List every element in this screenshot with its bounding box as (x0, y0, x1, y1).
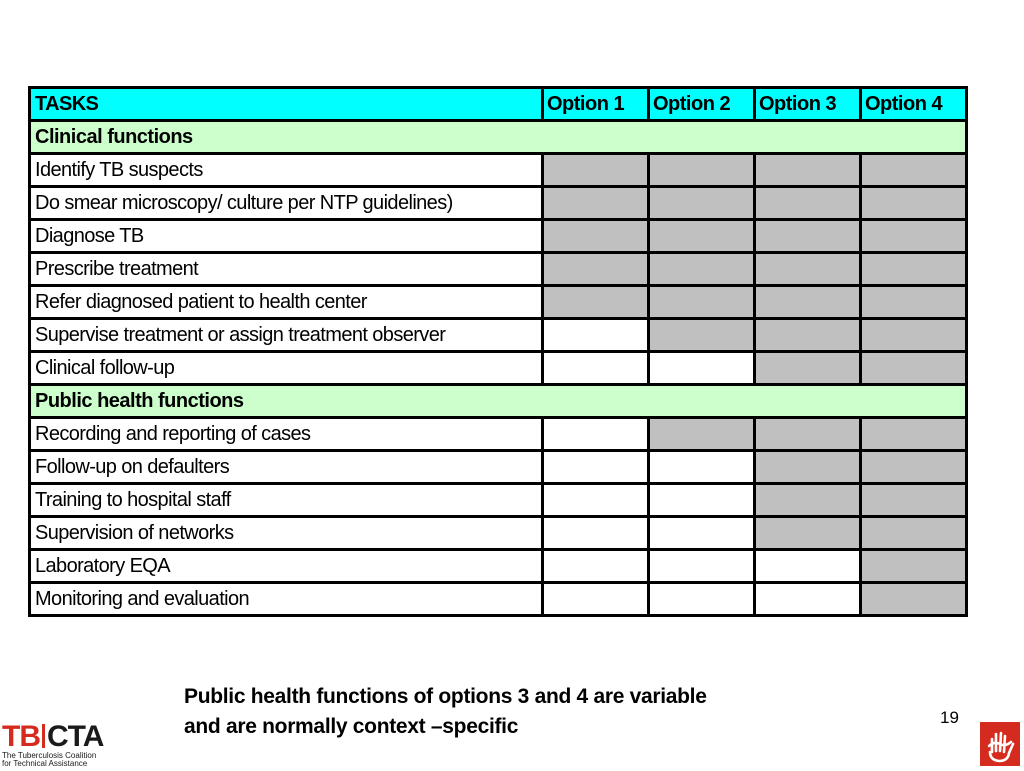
option-4-cell (861, 517, 967, 550)
option-4-cell (861, 187, 967, 220)
option-3-cell (755, 583, 861, 616)
header-option-4: Option 4 (861, 88, 967, 121)
table-row (30, 517, 967, 550)
task-label: Identify TB suspects (30, 154, 543, 187)
option-1-cell (543, 583, 649, 616)
task-label: Laboratory EQA (30, 550, 543, 583)
task-label: Supervision of networks (30, 517, 543, 550)
option-2-cell (649, 220, 755, 253)
task-label: Recording and reporting of cases (30, 418, 543, 451)
option-1-cell (543, 418, 649, 451)
header-option-1: Option 1 (543, 88, 649, 121)
option-4-cell (861, 484, 967, 517)
task-option-table (28, 86, 968, 617)
table-row (30, 154, 967, 187)
option-4-cell (861, 583, 967, 616)
task-label: Clinical follow-up (30, 352, 543, 385)
task-label: Follow-up on defaulters (30, 451, 543, 484)
caption (184, 682, 884, 742)
header-row (30, 88, 967, 121)
option-4-cell (861, 253, 967, 286)
option-3-cell (755, 484, 861, 517)
option-2-cell (649, 187, 755, 220)
task-label: Training to hospital staff (30, 484, 543, 517)
option-2-cell (649, 253, 755, 286)
option-4-cell (861, 352, 967, 385)
option-2-cell (649, 583, 755, 616)
section-row (30, 121, 967, 154)
table-row (30, 319, 967, 352)
option-3-cell (755, 319, 861, 352)
option-4-cell (861, 319, 967, 352)
option-4-cell (861, 550, 967, 583)
table-row (30, 484, 967, 517)
option-1-cell (543, 550, 649, 583)
option-2-cell (649, 517, 755, 550)
option-3-cell (755, 451, 861, 484)
option-2-cell (649, 550, 755, 583)
option-2-cell (649, 154, 755, 187)
task-label: Do smear microscopy/ culture per NTP guidelines) (30, 187, 543, 220)
option-1-cell (543, 187, 649, 220)
option-1-cell (543, 517, 649, 550)
caption-line-1: Public health functions of options 3 and 4 are variable (184, 685, 707, 708)
hand-emblem-icon (980, 722, 1020, 766)
table-row (30, 451, 967, 484)
caption-line-2: and are normally context –specific (184, 715, 519, 738)
option-3-cell (755, 352, 861, 385)
table-row (30, 352, 967, 385)
option-4-cell (861, 154, 967, 187)
option-4-cell (861, 220, 967, 253)
section-title: Clinical functions (30, 121, 967, 154)
option-1-cell (543, 286, 649, 319)
table-row (30, 220, 967, 253)
option-4-cell (861, 286, 967, 319)
option-3-cell (755, 187, 861, 220)
table-row (30, 286, 967, 319)
page-number: 19 (940, 708, 959, 727)
logo-tagline-1: The Tuberculosis Coalition (2, 751, 97, 760)
option-1-cell (543, 220, 649, 253)
option-1-cell (543, 484, 649, 517)
header-tasks: TASKS (30, 88, 543, 121)
task-label: Prescribe treatment (30, 253, 543, 286)
task-label: Diagnose TB (30, 220, 543, 253)
table-row (30, 253, 967, 286)
section-title: Public health functions (30, 385, 967, 418)
option-1-cell (543, 352, 649, 385)
tbcta-logo (2, 722, 112, 768)
table-row (30, 187, 967, 220)
option-1-cell (543, 451, 649, 484)
option-3-cell (755, 220, 861, 253)
option-3-cell (755, 253, 861, 286)
option-2-cell (649, 286, 755, 319)
logo-wordmark (2, 722, 112, 752)
option-1-cell (543, 154, 649, 187)
option-3-cell (755, 550, 861, 583)
option-2-cell (649, 352, 755, 385)
table-row (30, 418, 967, 451)
option-3-cell (755, 154, 861, 187)
logo-tb: TB (2, 720, 40, 753)
option-3-cell (755, 286, 861, 319)
option-3-cell (755, 418, 861, 451)
header-option-3: Option 3 (755, 88, 861, 121)
section-row (30, 385, 967, 418)
option-3-cell (755, 517, 861, 550)
logo-divider (42, 724, 45, 748)
task-label: Refer diagnosed patient to health center (30, 286, 543, 319)
option-4-cell (861, 418, 967, 451)
option-1-cell (543, 319, 649, 352)
table-row (30, 583, 967, 616)
logo-tagline-2: for Technical Assistance (2, 759, 88, 768)
option-1-cell (543, 253, 649, 286)
logo-cta: CTA (47, 720, 104, 753)
option-4-cell (861, 451, 967, 484)
option-2-cell (649, 319, 755, 352)
task-label: Monitoring and evaluation (30, 583, 543, 616)
option-2-cell (649, 451, 755, 484)
option-2-cell (649, 418, 755, 451)
task-label: Supervise treatment or assign treatment observer (30, 319, 543, 352)
option-2-cell (649, 484, 755, 517)
table-row (30, 550, 967, 583)
header-option-2: Option 2 (649, 88, 755, 121)
